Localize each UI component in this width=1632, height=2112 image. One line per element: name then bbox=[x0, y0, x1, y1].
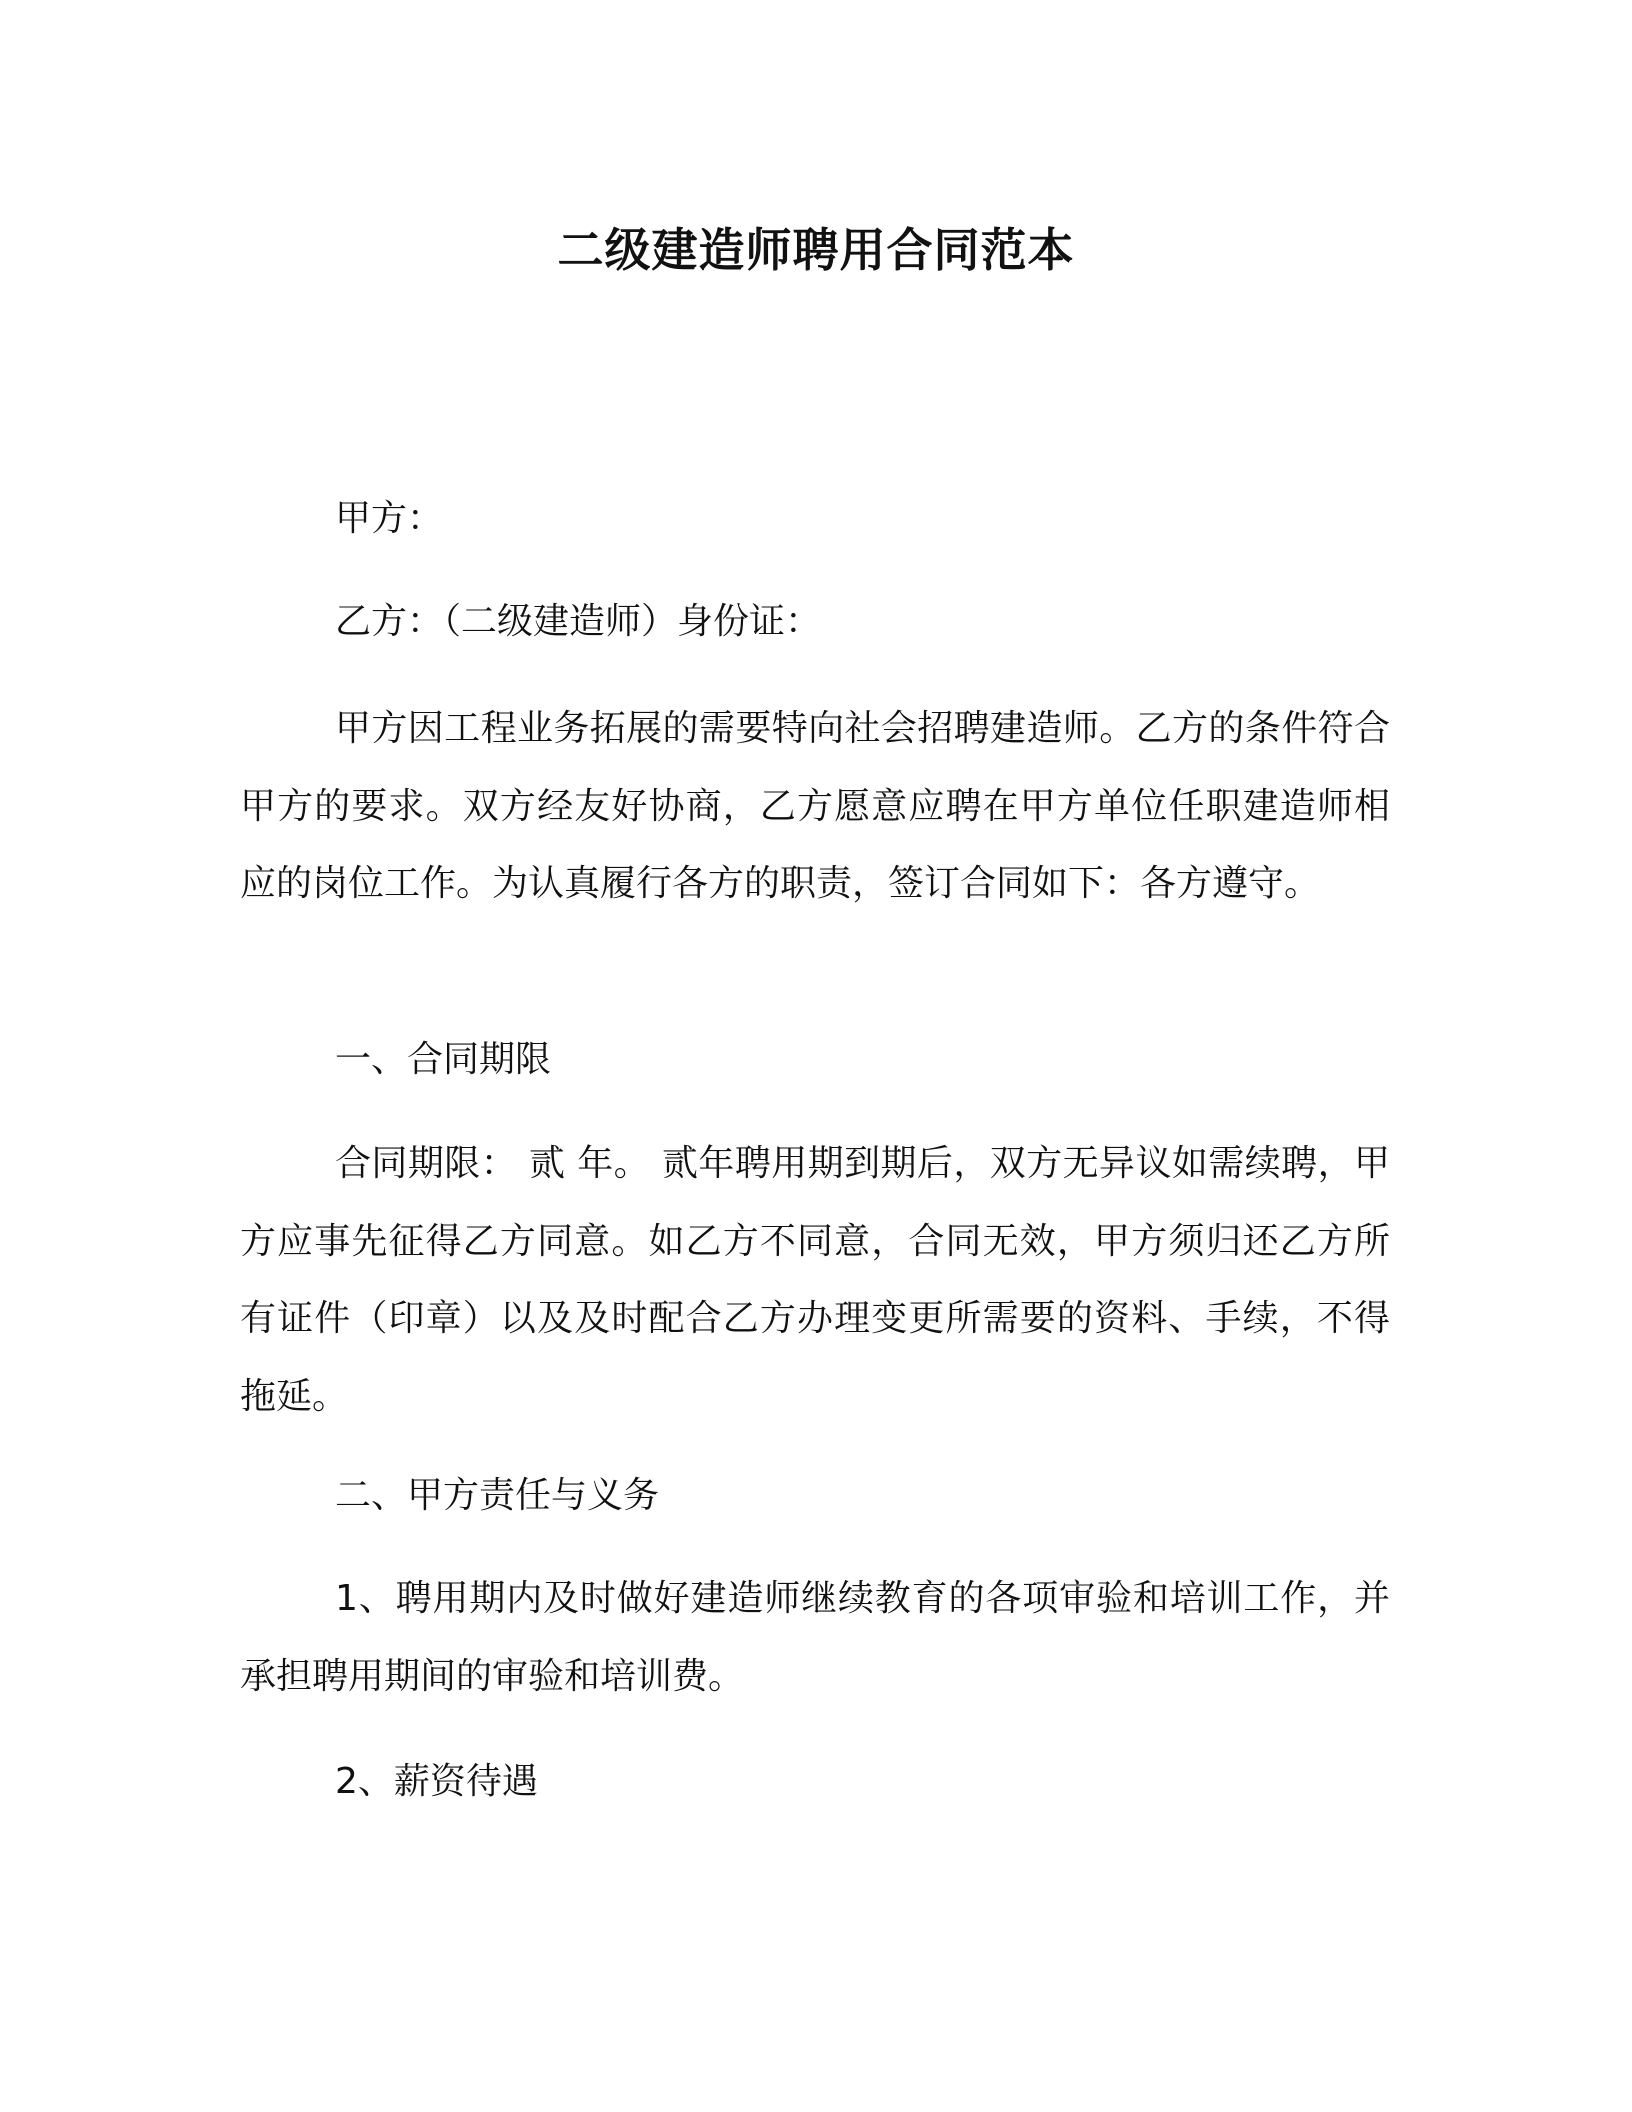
party-b-line: 乙方：（二级建造师）身份证： bbox=[335, 601, 822, 642]
section-2-heading: 二、甲方责任与义务 bbox=[335, 1475, 660, 1516]
section-1-body: 合同期限： 贰 年。 贰年聘用期到期后，双方无异议如需续聘，甲方应事先征得乙方同意。如乙方不同意，合同无效，甲方须归还乙方所有证件（印章）以及及时配合乙方办理变更所需要的资料、手续，不得拖延。 bbox=[240, 1143, 1390, 1417]
section-2-item-1: 1、聘用期内及时做好建造师继续教育的各项审验和培训工作，并承担聘用期间的审验和培训费。 bbox=[240, 1578, 1390, 1697]
section-1-heading: 一、合同期限 bbox=[335, 1039, 552, 1080]
intro-paragraph: 甲方因工程业务拓展的需要特向社会招聘建造师。乙方的条件符合甲方的要求。双方经友好协商，乙方愿意应聘在甲方单位任职建造师相应的岗位工作。为认真履行各方的职责，签订合同如下：各方遵守。 bbox=[240, 708, 1390, 904]
section-2-item-2: 2、薪资待遇 bbox=[335, 1761, 538, 1802]
document-title: 二级建造师聘用合同范本 bbox=[557, 223, 1075, 277]
party-a-line: 甲方： bbox=[335, 498, 444, 539]
